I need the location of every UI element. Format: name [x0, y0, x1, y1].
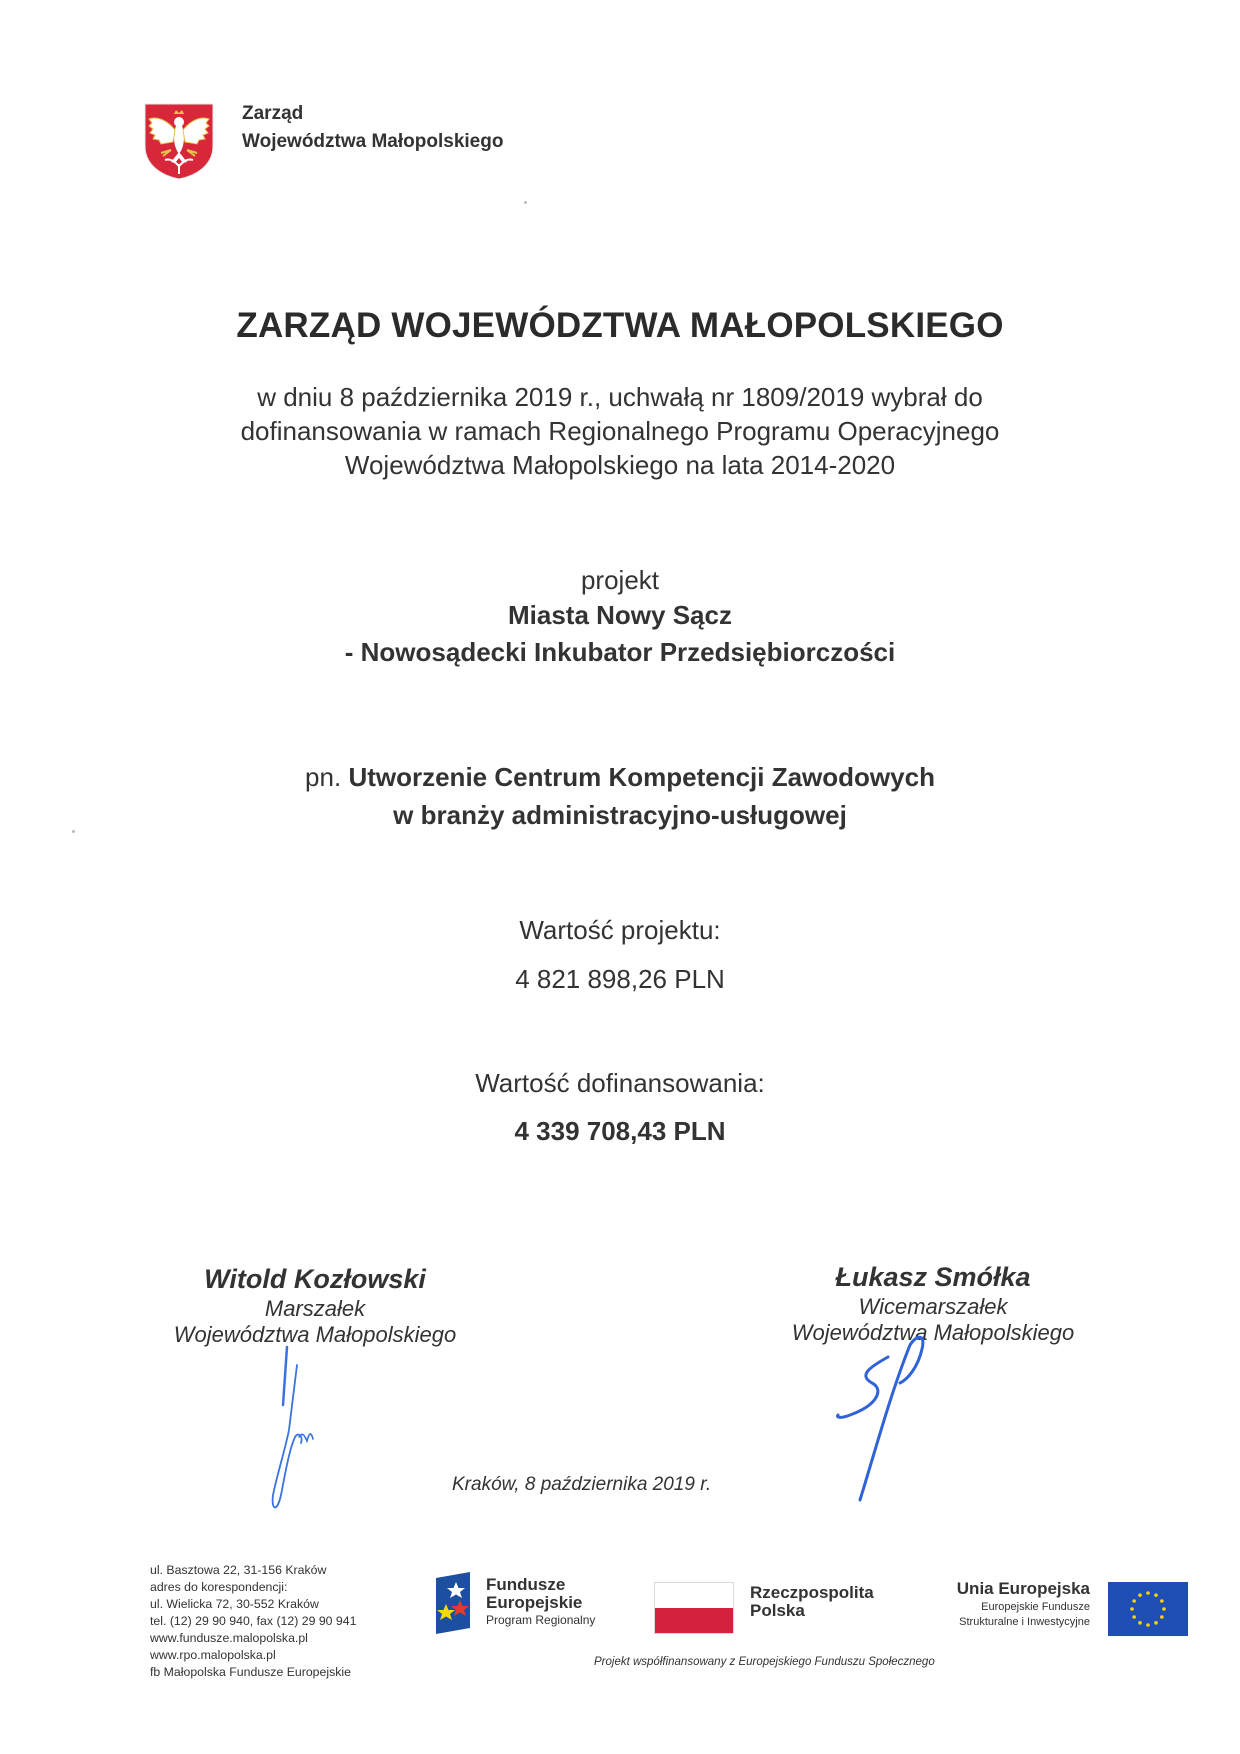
address-line: ul. Wielicka 72, 30-552 Kraków [150, 1597, 319, 1611]
eu-star [1160, 1599, 1164, 1603]
rp-line: Polska [750, 1601, 805, 1620]
cofinancing-label: Wartość dofinansowania: [475, 1068, 765, 1098]
eu-line: Europejskie Fundusze [981, 1601, 1090, 1613]
polish-flag-icon [654, 1582, 734, 1634]
fe-line: Europejskie [486, 1593, 583, 1612]
signatory-role: Wicemarszałek [858, 1294, 1008, 1319]
project-title-line: w branży administracyjno-usługowej [393, 800, 847, 830]
page-title: ZARZĄD WOJEWÓDZTWA MAŁOPOLSKIEGO [236, 306, 1004, 345]
project-title-line: Utworzenie Centrum Kompetencji Zawodowych [348, 762, 935, 792]
fe-line: Fundusze [486, 1575, 566, 1594]
intro-line: Województwa Małopolskiego na lata 2014-2020 [344, 450, 896, 480]
phone-fax: tel. (12) 29 90 940, fax (12) 29 90 941 [150, 1614, 357, 1628]
rzeczpospolita-polska-text [750, 1584, 874, 1620]
signatory-role: Marszałek [264, 1296, 366, 1321]
eu-star [1160, 1615, 1164, 1619]
eu-star [1132, 1615, 1136, 1619]
eu-flag-icon [1108, 1582, 1188, 1636]
fundusze-europejskie-text [486, 1576, 595, 1628]
cofinancing-value: 4 339 708,43 PLN [514, 1116, 726, 1146]
eu-star [1146, 1591, 1150, 1595]
rp-line: Rzeczpospolita [750, 1583, 874, 1602]
footer-address [150, 1562, 356, 1681]
project-value-label: Wartość projektu: [519, 915, 721, 945]
eu-star [1154, 1593, 1158, 1597]
title-prefix: pn. [305, 762, 342, 792]
signatory-org: Województwa Małopolskiego [791, 1320, 1075, 1345]
website-link[interactable]: www.fundusze.malopolska.pl [150, 1631, 308, 1645]
project-owner: Miasta Nowy Sącz [508, 600, 732, 630]
eu-line: Strukturalne i Inwestycyjne [959, 1616, 1090, 1628]
signatory-right [763, 1260, 1103, 1346]
eu-star [1154, 1621, 1158, 1625]
place-and-date: Kraków, 8 października 2019 r. [452, 1474, 712, 1495]
scan-speck [524, 201, 527, 204]
header-line-1: Zarząd [242, 103, 304, 124]
project-label: projekt [580, 565, 660, 595]
signatory-org: Województwa Małopolskiego [173, 1322, 457, 1347]
eu-star [1162, 1607, 1166, 1611]
signatory-name: Łukasz Smółka [835, 1262, 1031, 1292]
eu-star [1130, 1607, 1134, 1611]
eu-star [1138, 1621, 1142, 1625]
malopolska-crest-icon [143, 102, 215, 180]
intro-line: w dniu 8 października 2019 r., uchwałą nr 1809/2019 wybrał do [257, 382, 983, 412]
eu-star [1132, 1599, 1136, 1603]
eu-star [1146, 1623, 1150, 1627]
project-value: 4 821 898,26 PLN [515, 964, 725, 994]
header-org-name [242, 100, 503, 156]
intro-line: dofinansowania w ramach Regionalnego Programu Operacyjnego [240, 416, 1000, 446]
cofinance-note: Projekt współfinansowany z Europejskiego Funduszu Społecznego [594, 1656, 935, 1668]
project-owner: - Nowosądecki Inkubator Przedsiębiorczości [344, 637, 896, 667]
fe-line: Program Regionalny [486, 1613, 596, 1627]
address-line: ul. Basztowa 22, 31-156 Kraków [150, 1563, 327, 1577]
header-line-2: Województwa Małopolskiego [242, 131, 504, 152]
handwritten-signature-right [830, 1335, 960, 1510]
signatory-left [145, 1262, 485, 1348]
unia-europejska-text [930, 1578, 1090, 1630]
project-title [0, 762, 1240, 793]
signatory-name: Witold Kozłowski [204, 1264, 426, 1294]
handwritten-signature-left [255, 1345, 345, 1520]
website-link[interactable]: www.rpo.malopolska.pl [150, 1648, 276, 1662]
fundusze-europejskie-logo-icon [434, 1572, 472, 1634]
address-line: adres do korespondencji: [150, 1580, 288, 1594]
facebook-link[interactable]: fb Małopolska Fundusze Europejskie [150, 1665, 351, 1679]
eu-line: Unia Europejska [956, 1579, 1090, 1598]
eu-star [1138, 1593, 1142, 1597]
